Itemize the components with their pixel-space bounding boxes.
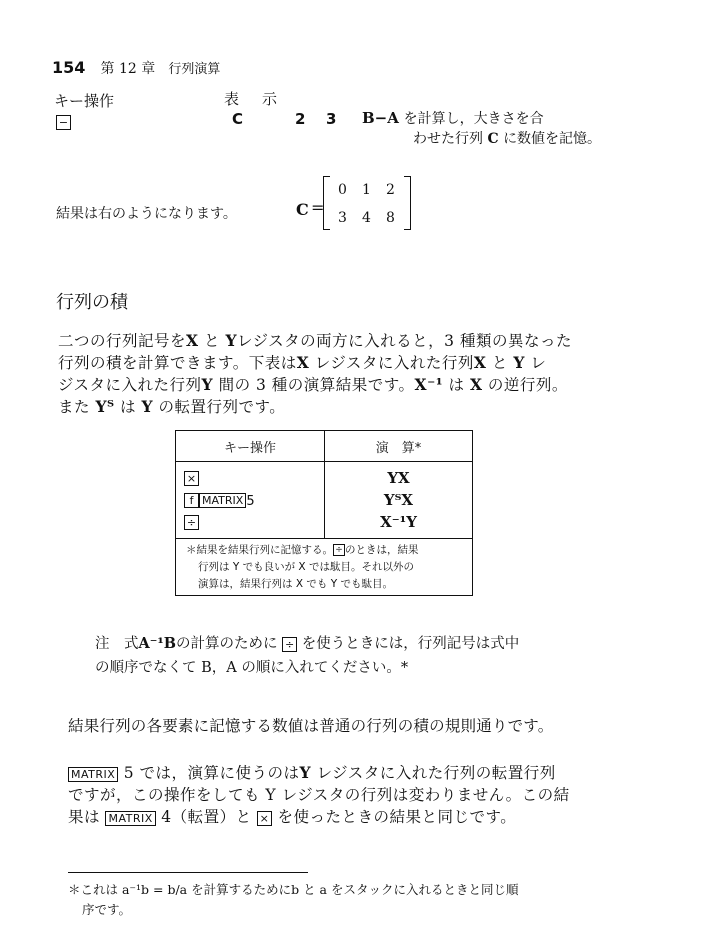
divide-key-icon: ÷ (333, 544, 345, 556)
chapter-title: 行列演算 (168, 62, 221, 77)
footnote-divider (68, 872, 308, 873)
display-value-1: 2 (295, 110, 306, 128)
operations-table-grid (175, 430, 473, 596)
footnote-line: ＊これは a⁻¹b = b/a を計算するためにb と a をスタックに入れるときと同じ順 (68, 882, 519, 897)
matrix-cell: 2 (386, 182, 395, 198)
display-value-2: 3 (326, 110, 337, 128)
table-footnote: ＊結果を結果行列に記憶する。 ÷ のときは，結果 行列は Y でも良いが X では駄目。それ以外の 演算は，結果行列は X でも Y でも駄目。 (176, 539, 473, 596)
result-text: 結果は右のようになります。 (56, 206, 237, 222)
example-description-line1 (362, 108, 544, 128)
intro-line: ジスタに入れた行列Y 間の 3 種の演算結果です。X⁻¹ は X の逆行列。 (58, 375, 568, 394)
minus-key-icon: − (56, 115, 71, 130)
note-line: の順序でなくて B，A の順に入れてください。* (95, 660, 409, 676)
matrix-cell: 1 (362, 182, 371, 198)
multiply-key-icon: × (184, 471, 199, 486)
matrix-cell: 3 (338, 210, 347, 226)
matrix-bracket-right (404, 176, 411, 230)
divide-key-icon: ÷ (282, 637, 297, 652)
section-title: 行列の積 (56, 292, 128, 313)
note-block (95, 632, 519, 680)
intro-paragraph (58, 330, 618, 418)
matrix-cell: 8 (386, 210, 395, 226)
multiply-key-icon: × (257, 811, 272, 826)
page-header (52, 58, 220, 78)
intro-line: 行列の積を計算できます。下表はX レジスタに入れた行列X と Y レ (58, 353, 547, 372)
intro-line: また Yᵀ は Y の転置行列です。 (58, 397, 286, 416)
rule-text: 結果行列の各要素に記憶する数値は普通の行列の積の規則通りです。 (68, 717, 554, 735)
matrix5-line: 果は MATRIX 4（転置）と × を使ったときの結果と同じです。 (68, 808, 517, 826)
table-key-cell: × f MATRIX 5 ÷ (176, 462, 325, 539)
table-result-cell (325, 462, 473, 539)
table-header-op: 演 算* (325, 431, 473, 462)
matrix-name: C (296, 200, 309, 219)
matrix5-line: ですが，この操作をしても Y レジスタの行列は変わりません。この結 (68, 786, 570, 804)
matrix-cell: 4 (362, 210, 371, 226)
matrix5-paragraph (68, 762, 628, 828)
page-number: 154 (52, 58, 86, 77)
divide-key-icon: ÷ (184, 515, 199, 530)
example-col-key: キー操作 (54, 92, 115, 110)
f-key-icon: f (184, 493, 199, 508)
chapter-number: 第 12 章 (100, 61, 156, 77)
example-description-line2: わせた行列 C に数値を記憶。 (413, 131, 602, 147)
page-footnote (68, 880, 518, 920)
matrix-key-icon: MATRIX (199, 493, 246, 508)
table-footnote-row (176, 539, 473, 596)
result-yx: YX (387, 469, 410, 487)
example-col-display: 表 示 (224, 90, 282, 108)
display-register: C (232, 110, 244, 128)
result-ytx: YᵀX (383, 491, 414, 509)
matrix-key-icon: MATRIX (68, 767, 118, 782)
formula-b-minus-a: B−A (362, 109, 399, 127)
matrix-equals: = (311, 198, 325, 217)
intro-line: 二つの行列記号をX と Yレジスタの両方に入れると，3 種類の異なった (58, 331, 572, 350)
matrix5-line: MATRIX 5 では，演算に使うのはY レジスタに入れた行列の転置行列 (68, 762, 628, 784)
matrix-key-icon: MATRIX (105, 811, 155, 826)
table-header-row (176, 431, 473, 462)
matrix-bracket-left (323, 176, 330, 230)
footnote-line: 序です。 (82, 902, 132, 917)
note-line: 注 式A⁻¹Bの計算のために ÷ を使うときには，行列記号は式中 (95, 635, 520, 652)
table-row (176, 462, 473, 539)
matrix-cell: 0 (338, 182, 347, 198)
result-xinvy: X⁻¹Y (380, 513, 417, 531)
operations-table (175, 430, 473, 596)
table-header-key: キー操作 (176, 431, 325, 462)
desc-text: を計算し，大きさを合 (403, 111, 544, 127)
